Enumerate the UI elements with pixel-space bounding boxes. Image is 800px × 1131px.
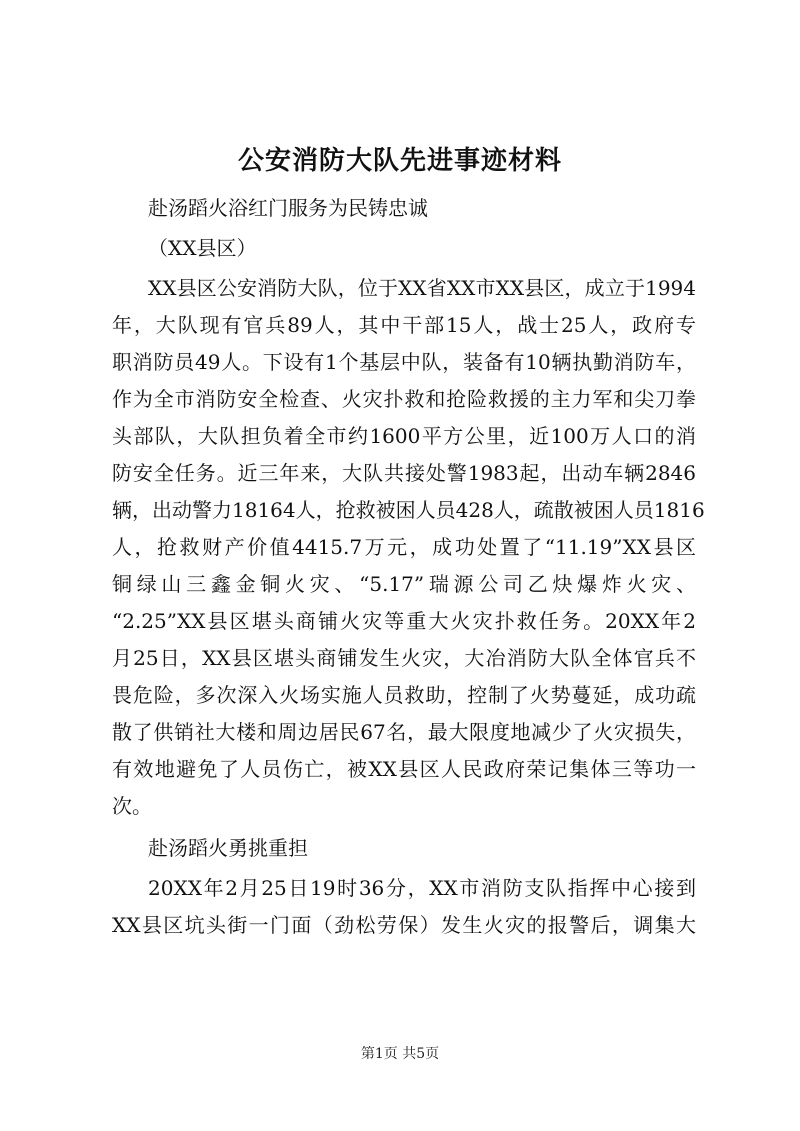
paragraph-line: 人，抢救财产价值4415.7万元，成功处置了“11.19”XX县区 xyxy=(112,535,696,559)
paragraph-line: 作为全市消防安全检查、火灾扑救和抢险救援的主力军和尖刀拳 xyxy=(112,387,696,411)
paragraph-line: 畏危险，多次深入火场实施人员救助，控制了火势蔓延，成功疏 xyxy=(112,683,696,707)
section-heading: 赴汤蹈火勇挑重担 xyxy=(148,836,308,860)
paragraph-line: 20XX年2月25日19时36分，XX市消防支队指挥中心接到 xyxy=(148,876,696,900)
paragraph-line: XX县区公安消防大队，位于XX省XX市XX县区，成立于1994 xyxy=(148,276,696,300)
paragraph-line: “2.25”XX县区堪头商铺火灾等重大火灾扑救任务。20XX年2 xyxy=(112,609,696,633)
paragraph-line: 职消防员49人。下设有1个基层中队，装备有10辆执勤消防车， xyxy=(112,350,696,374)
subtitle: 赴汤蹈火浴红门服务为民铸忠诚 xyxy=(148,196,428,220)
paragraph-line: 月25日，XX县区堪头商铺发生火灾，大冶消防大队全体官兵不 xyxy=(112,646,696,670)
paragraph-line: 防安全任务。近三年来，大队共接处警1983起，出动车辆2846 xyxy=(112,461,696,485)
paragraph-line: 年，大队现有官兵89人，其中干部15人，战士25人，政府专 xyxy=(112,313,696,337)
paragraph-line: 散了供销社大楼和周边居民67名，最大限度地减少了火灾损失， xyxy=(112,720,696,744)
region-label: （XX县区） xyxy=(148,236,257,260)
paragraph-line: 头部队，大队担负着全市约1600平方公里，近100万人口的消 xyxy=(112,424,696,448)
paragraph-line: 有效地避免了人员伤亡，被XX县区人民政府荣记集体三等功一 xyxy=(112,757,696,781)
document-title: 公安消防大队先进事迹材料 xyxy=(237,146,562,176)
page-footer: 第1页 共5页 xyxy=(360,1046,440,1062)
paragraph-line: 次。 xyxy=(112,794,152,818)
paragraph-line: 辆，出动警力18164人，抢救被困人员428人，疏散被困人员1816 xyxy=(112,498,705,522)
paragraph-line: XX县区坑头街一门面（劲松劳保）发生火灾的报警后，调集大 xyxy=(112,913,696,937)
paragraph-line: 铜绿山三鑫金铜火灾、“5.17”瑞源公司乙炔爆炸火灾、 xyxy=(112,572,696,596)
